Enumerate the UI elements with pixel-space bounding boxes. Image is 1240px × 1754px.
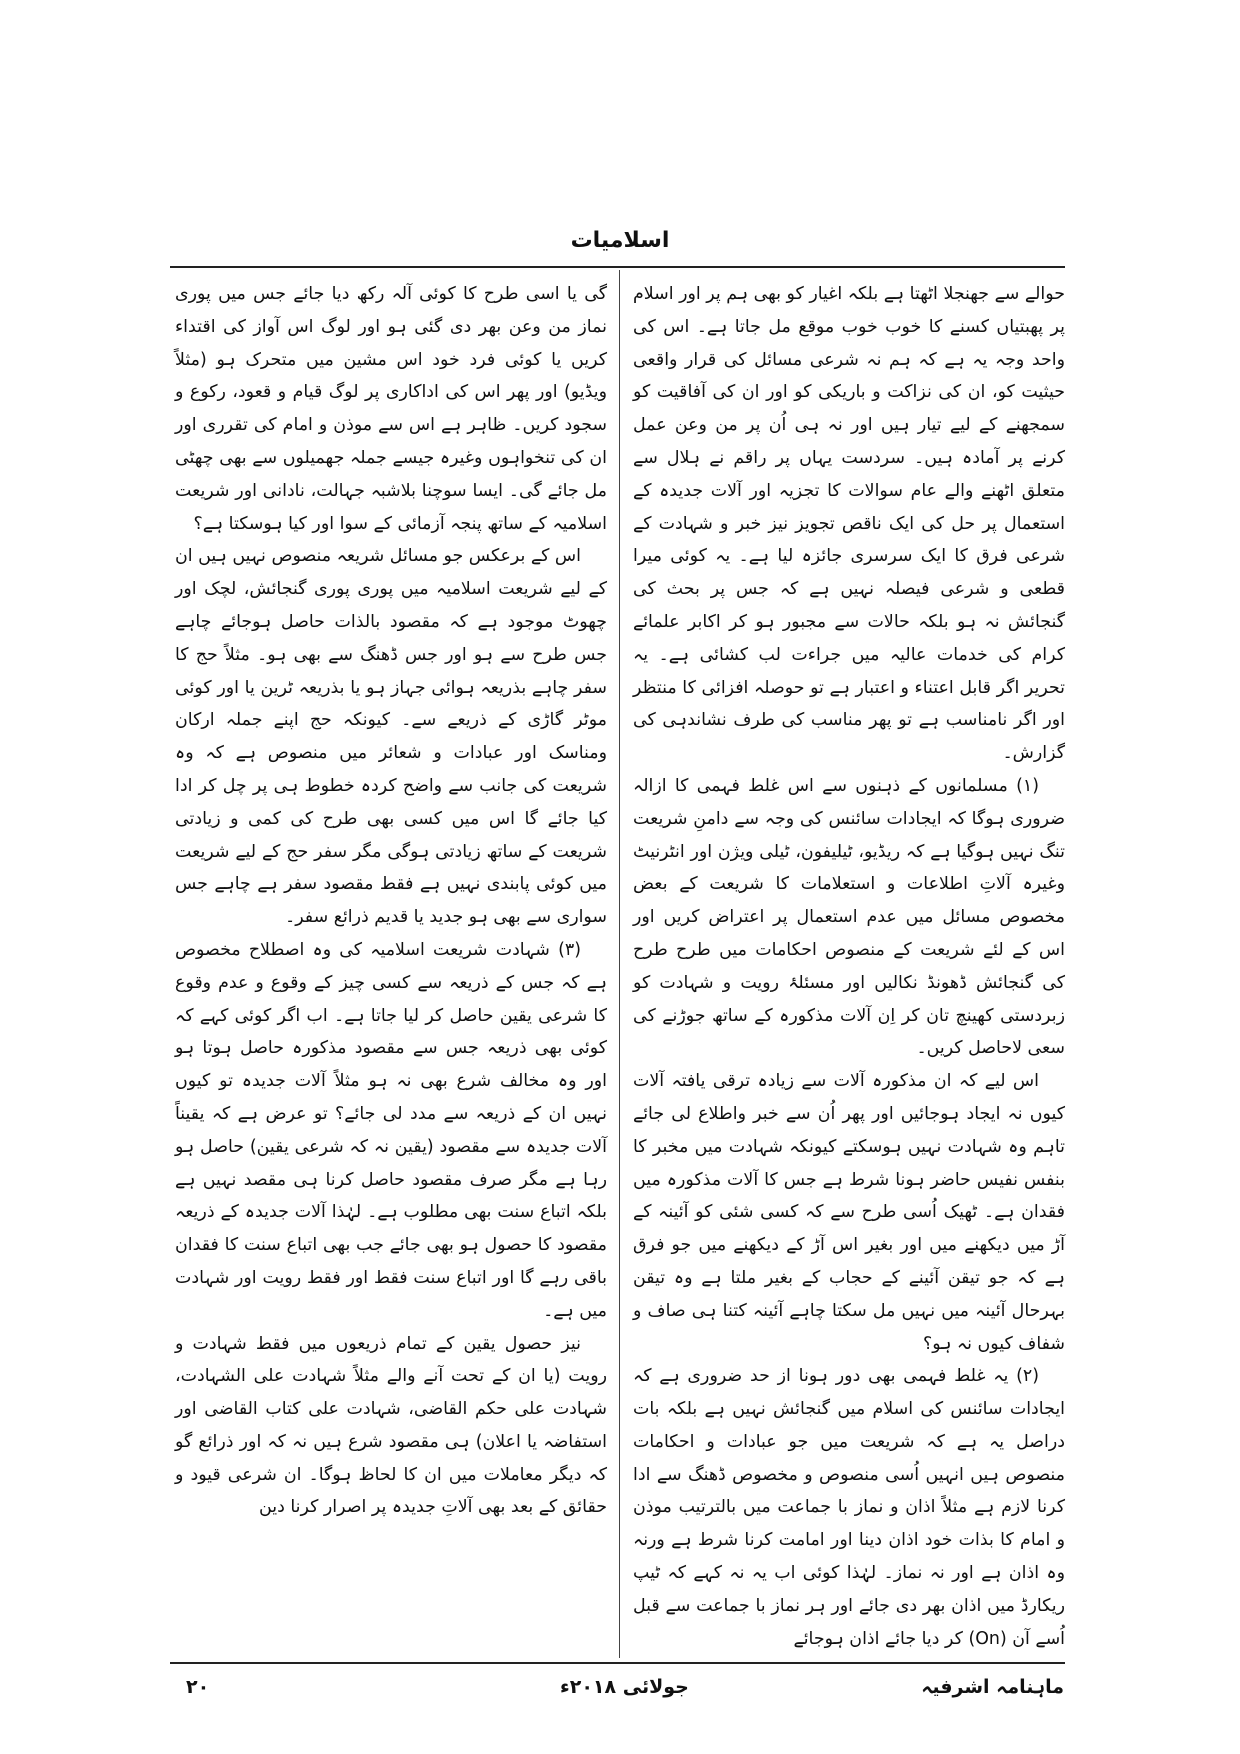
page-title: اسلامیات (570, 228, 670, 253)
right-paragraph-2: (۱) مسلمانوں کے ذہنوں سے اس غلط فہمی کا ازالہ ضروری ہوگا کہ ایجادات سائنس کی وجہ سے دامنِ شریعت تنگ نہیں ہوگیا ہے کہ ریڈیو، ٹیلیفون، ٹیلی ویژن اور انٹرنیٹ وغیرہ آلاتِ اطلاعات و استعلامات کا شریعت کے بعض مخصوص مسائل میں عدم استعمال پر اعتراض کریں اور اس کے لئے شریعت کے منصوص احکامات میں طرح طرح کی گنجائش ڈھونڈ نکالیں اور مسئلۂ رویت و شہادت کو زبردستی کھینچ تان کر اِن آلات مذکورہ کے ساتھ جوڑنے کی سعی لاحاصل کریں۔ (633, 775, 1065, 1059)
footer-issue-date: جولائی ۲۰۱۸ء (560, 1676, 689, 1698)
column-divider (619, 270, 620, 1658)
left-paragraph-3: (۳) شہادت شریعت اسلامیہ کی وہ اصطلاح مخصوص ہے کہ جس کے ذریعہ سے کسی چیز کے وقوع و عدم وقوع کا شرعی یقین حاصل کر لیا جاتا ہے۔ اب اگر کوئی کہے کہ کوئی بھی ذریعہ جس سے مقصود مذکورہ حاصل ہوتا ہو اور وہ مخالف شرع بھی نہ ہو مثلاً آلات جدیدہ تو کیوں نہیں ان کے ذریعہ سے مدد لی جائے؟ تو عرض ہے کہ یقیناً آلات جدیدہ سے مقصود (یقین نہ کہ شرعی یقین) حاصل ہو رہا ہے مگر صرف مقصود حاصل کرنا ہی مقصد نہیں ہے بلکہ اتباع سنت بھی مطلوب ہے۔ لہٰذا آلات جدیدہ کے ذریعہ مقصود کا حصول ہو بھی جائے جب بھی اتباع سنت کا فقدان باقی رہے گا اور اتباع سنت فقط اور فقط رویت اور شہادت میں ہے۔ (175, 939, 607, 1321)
left-column (175, 278, 607, 1524)
right-paragraph-4: (۲) یہ غلط فہمی بھی دور ہونا از حد ضروری ہے کہ ایجادات سائنس کی اسلام میں گنجائش نہیں ہے بلکہ بات دراصل یہ ہے کہ شریعت میں جو عبادات و احکامات منصوص ہیں انہیں اُسی منصوص و مخصوص ڈھنگ سے ادا کرنا لازم ہے مثلاً اذان و نماز با جماعت میں بالترتیب موذن و امام کا بذات خود اذان دینا اور امامت کرنا شرط ہے ورنہ وہ اذان ہے اور نہ نماز۔ لہٰذا کوئی اب یہ نہ کہے کہ ٹیپ ریکارڈ میں اذان بھر دی جائے اور ہر نماز با جماعت سے قبل اُسے آن (On) کر دیا جائے اذان ہوجائے (633, 1366, 1065, 1649)
page-number: ۲۰ (186, 1676, 210, 1698)
footer-rule (170, 1662, 1065, 1664)
left-paragraph-4: نیز حصول یقین کے تمام ذریعوں میں فقط شہادت و رویت (یا ان کے تحت آنے والے مثلاً شہادت علی الشہادت، شہادت علی حکم القاضی، شہادت علی کتاب القاضی اور استفاضہ یا اعلان) ہی مقصود شرع ہیں نہ کہ اور ذرائع گو کہ دیگر معاملات میں ان کا لحاظ ہوگا۔ ان شرعی قیود و حقائق کے بعد بھی آلاتِ جدیدہ پر اصرار کرنا دین (175, 1333, 607, 1518)
right-paragraph-3: اس لیے کہ ان مذکورہ آلات سے زیادہ ترقی یافتہ آلات کیوں نہ ایجاد ہوجائیں اور پھر اُن سے خبر واطلاع لی جائے تاہم وہ شہادت نہیں ہوسکتے کیونکہ شہادت میں مخبر کا بنفس نفیس حاضر ہونا شرط ہے جس کا آلات مذکورہ میں فقدان ہے۔ ٹھیک اُسی طرح سے کہ کسی شئی کو آئینہ کے آڑ میں دیکھنے میں اور بغیر اس آڑ کے دیکھنے میں جو فرق ہے کہ جو تیقن آئینے کے حجاب کے بغیر ملتا ہے وہ تیقن بہرحال آئینہ میں نہیں مل سکتا چاہے آئینہ کتنا ہی صاف و شفاف کیوں نہ ہو؟ (633, 1071, 1065, 1354)
right-paragraph-1: حوالے سے جھنجلا اٹھتا ہے بلکہ اغیار کو بھی ہم پر اور اسلام پر پھبتیاں کسنے کا خوب خوب موقع مل جاتا ہے۔ اس کی واحد وجہ یہ ہے کہ ہم نہ شرعی مسائل کی قرار واقعی حیثیت کو، ان کی نزاکت و باریکی کو اور ان کی آفاقیت کو سمجھنے کے لیے تیار ہیں اور نہ ہی اُن پر من وعن عمل کرنے پر آمادہ ہیں۔ سردست یہاں پر راقم نے ہلال سے متعلق اٹھنے والے عام سوالات کا تجزیہ اور آلات جدیدہ کے استعمال پر حل کی ایک ناقص تجویز نیز خبر و شہادت کے شرعی فرق کا ایک سرسری جائزہ لیا ہے۔ یہ کوئی میرا قطعی و شرعی فیصلہ نہیں ہے کہ جس پر بحث کی گنجائش نہ ہو بلکہ حالات سے مجبور ہو کر اکابر علمائے کرام کی خدمات عالیہ میں جراءت لب کشائی ہے۔ یہ تحریر اگر قابل اعتناء و اعتبار ہے تو حوصلہ افزائی کا منتظر اور اگر نامناسب ہے تو پھر مناسب کی طرف نشاندہی کی گزارش۔ (633, 284, 1065, 764)
footer-magazine-name: ماہنامہ اشرفیہ (921, 1676, 1064, 1698)
left-paragraph-1: گی یا اسی طرح کا کوئی آلہ رکھ دیا جائے جس میں پوری نماز من وعن بھر دی گئی ہو اور لوگ اس آواز کی اقتداء کریں یا کوئی فرد خود اس مشین میں متحرک ہو (مثلاً ویڈیو) اور پھر اس کی اداکاری پر لوگ قیام و قعود، رکوع و سجود کریں۔ ظاہر ہے اس سے موذن و امام کی تقرری اور ان کی تنخواہوں وغیرہ جیسے جملہ جھمیلوں سے بھی چھٹی مل جائے گی۔ ایسا سوچنا بلاشبہ جہالت، نادانی اور شریعت اسلامیہ کے ساتھ پنجہ آزمائی کے سوا اور کیا ہوسکتا ہے؟ (175, 284, 607, 534)
left-paragraph-2: اس کے برعکس جو مسائل شریعہ منصوص نہیں ہیں ان کے لیے شریعت اسلامیہ میں پوری پوری گنجائش، لچک اور چھوٹ موجود ہے کہ مقصود بالذات حاصل ہوجائے چاہے جس طرح سے ہو اور جس ڈھنگ سے بھی ہو۔ مثلاً حج کا سفر چاہے بذریعہ ہوائی جہاز ہو یا بذریعہ ٹرین یا اور کوئی موٹر گاڑی کے ذریعے سے۔ کیونکہ حج اپنے جملہ ارکان ومناسک اور عبادات و شعائر میں منصوص ہے کہ وہ شریعت کی جانب سے واضح کردہ خطوط ہی پر چل کر ادا کیا جائے گا اس میں کسی بھی طرح کی کمی و زیادتی شریعت کے ساتھ زیادتی ہوگی مگر سفر حج کے لیے شریعت میں کوئی پابندی نہیں ہے فقط مقصود سفر ہے چاہے جس سواری سے بھی ہو جدید یا قدیم ذرائع سفر۔ (175, 546, 607, 928)
header-rule (170, 266, 1065, 268)
right-column (633, 278, 1065, 1655)
